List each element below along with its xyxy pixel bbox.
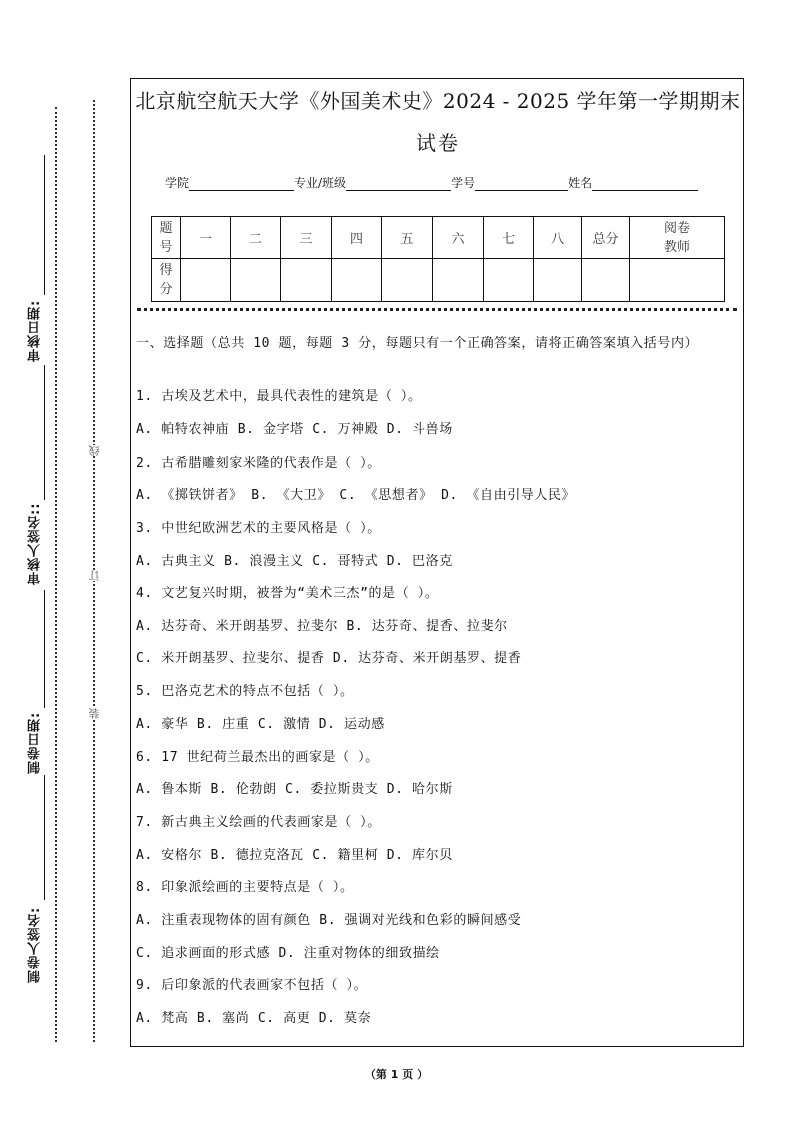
section-1-heading: 一、选择题（总共 10 题，每题 3 分，每题只有一个正确答案，请将正确答案填入括号内） [136,336,699,351]
exam-frame [130,78,744,1047]
question-4-options-ab: A. 达芬奇、米开朗基罗、拉斐尔 B. 达芬奇、提香、拉斐尔 [136,619,508,634]
score-table-score-row [152,259,725,302]
rh1-part: 号 [159,239,173,255]
major-class-field[interactable] [346,178,451,191]
col-2: 二 [231,217,281,259]
college-label: 学院 [165,176,190,190]
cut-mark-order: 订 [85,570,105,581]
major-class-label: 专业/班级 [294,176,347,190]
rh2-part: 分 [159,282,173,297]
question-4: 4. 文艺复兴时期，被誉为“美术三杰”的是（ ）。 [136,586,439,601]
col-1: 一 [181,217,231,259]
name-field[interactable] [592,178,698,191]
name-label: 姓名 [568,176,593,190]
question-8-options-ab: A. 注重表现物体的固有颜色 B. 强调对光线和色彩的瞬间感受 [136,913,522,928]
question-number-header [152,217,181,259]
col-7: 七 [484,217,534,259]
cut-mark-line: 线 [85,445,105,456]
score-table-header-row [152,217,725,259]
exam-title: 北京航空航天大学《外国美术史》2024 - 2025 学年第一学期期末 [135,89,741,113]
exam-author-signature-label: 制卷人签名: [28,906,43,983]
page-number: （第 1 页 ） [364,1068,429,1081]
student-id-label: 学号 [451,176,476,190]
col-3: 三 [281,217,332,259]
question-5: 5. 巴洛克艺术的特点不包括（ ）。 [136,684,354,699]
score-cell-8[interactable] [534,259,582,302]
score-cell-4[interactable] [332,259,382,302]
grader-part: 教师 [663,239,690,255]
question-7-options: A. 安格尔 B. 德拉克洛瓦 C. 籍里柯 D. 库尔贝 [136,848,453,863]
dotted-binding-line-inner [55,107,57,1042]
student-id-field[interactable] [475,178,568,191]
reviewer-signature-label: 审核人签名:: [28,502,43,585]
score-cell-grader[interactable] [630,259,725,302]
score-cell-2[interactable] [231,259,281,302]
college-field[interactable] [189,178,294,191]
score-cell-5[interactable] [382,259,433,302]
question-1-options: A. 帕特农神庙 B. 金字塔 C. 万神殿 D. 斗兽场 [136,422,453,437]
question-5-options: A. 豪华 B. 庄重 C. 激情 D. 运动感 [136,717,385,732]
question-2-options: A. 《掷铁饼者》 B. 《大卫》 C. 《思想者》 D. 《自由引导人民》 [136,488,576,503]
question-3-options: A. 古典主义 B. 浪漫主义 C. 哥特式 D. 巴洛克 [136,554,453,569]
score-cell-7[interactable] [484,259,534,302]
grader-part: 阅卷 [663,220,690,236]
question-4-options-cd: C. 米开朗基罗、拉斐尔、提香 D. 达芬奇、米开朗基罗、提香 [136,651,522,666]
score-cell-3[interactable] [281,259,332,302]
score-cell-1[interactable] [181,259,231,302]
question-6-options: A. 鲁本斯 B. 伦勃朗 C. 委拉斯贵支 D. 哈尔斯 [136,782,453,797]
question-6: 6. 17 世纪荷兰最杰出的画家是（ ）。 [136,750,379,765]
question-9: 9. 后印象派的代表画家不包括（ ）。 [136,978,368,993]
col-6: 六 [433,217,484,259]
question-9-options: A. 梵高 B. 塞尚 C. 高更 D. 莫奈 [136,1011,372,1026]
score-table [151,216,725,302]
dotted-separator [137,308,737,311]
exam-date-line[interactable] [44,775,45,900]
col-5: 五 [382,217,433,259]
review-date-line[interactable] [44,155,45,295]
student-info-row [165,175,698,191]
score-cell-6[interactable] [433,259,484,302]
review-date-label: 审核日期: [28,299,43,362]
question-8-options-cd: C. 追求画面的形式感 D. 注重对物体的细致描绘 [136,946,440,961]
question-8: 8. 印象派绘画的主要特点是（ ）。 [136,880,354,895]
reviewer-signature-line[interactable] [44,590,45,708]
question-2: 2. 古希腊雕刻家米隆的代表作是（ ）。 [136,456,381,471]
col-total: 总分 [582,217,630,259]
cut-mark-bind: 装 [85,708,105,719]
question-1: 1. 古埃及艺术中，最具代表性的建筑是（ ）。 [136,389,422,404]
col-8: 八 [534,217,582,259]
exam-date-label: 制卷日期: [28,711,43,774]
exam-title-line2: 试卷 [416,131,460,155]
question-7: 7. 新古典主义绘画的代表画家是（ ）。 [136,815,381,830]
score-header [152,259,181,302]
rh2-part: 得 [159,263,173,278]
col-grader [630,217,725,259]
review-date-line-lower [44,365,45,500]
rh1-part: 题 [159,220,173,236]
col-4: 四 [332,217,382,259]
question-3: 3. 中世纪欧洲艺术的主要风格是（ ）。 [136,521,381,536]
score-cell-total[interactable] [582,259,630,302]
